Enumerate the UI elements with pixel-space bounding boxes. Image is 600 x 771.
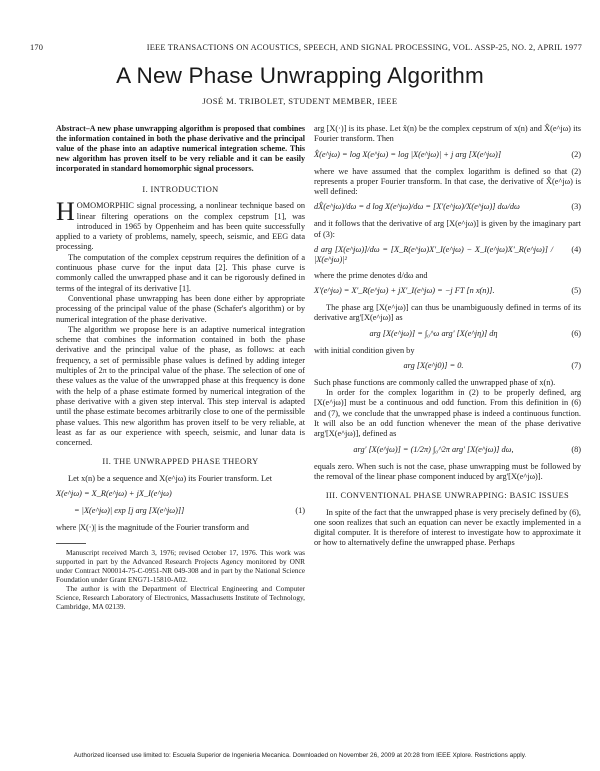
equation-number: (7)	[571, 360, 581, 370]
equation-4: d arg [X(e^jω)]/dω = [X_R(e^jω)X'_I(e^jω) − X_I(e^jω)X'_R(e^jω)] / |X(e^jω)|² (4)	[314, 245, 581, 265]
equation-1a: X(e^jω) = X_R(e^jω) + jX_I(e^jω)	[56, 489, 172, 499]
left-column	[56, 124, 305, 611]
equation-7: arg [X(e^j0)] = 0. (7)	[403, 360, 581, 370]
body-paragraph: equals zero. When such is not the case, phase unwrapping must be followed by the removal of the linear phase component induced by arg'[X(e^jω)].	[314, 461, 581, 481]
equation-number: (8)	[571, 444, 581, 454]
body-paragraph: with initial condition given by	[314, 345, 415, 355]
body-paragraph: where we have assumed that the complex logarithm is defined so that (2) represents a proper Fourier transform. In that case, the derivative of X̂(e^jω) is well defined:	[314, 166, 581, 197]
equation-3: dX̂(e^jω)/dω = d log X(e^jω)/dω = [X'(e^jω)/X(e^jω)] dω/dω (3)	[314, 202, 581, 212]
intro-paragraph-2: The computation of the complex cepstrum requires the definition of a continuous phase curve for the input data [2]. This phase curve is commonly called the unwrapped phase and it can be rigorously defined in terms of the integral of its derivative [1].	[56, 252, 305, 293]
abstract: Abstract–A new phase unwrapping algorithm is proposed that combines the information contained in both the phase derivative and the principal value of the phase into an adaptive numerical integration scheme. This new algorithm has proven itself to be very reliable and it can be easily incorporated in standard homomorphic signal processors.	[56, 124, 305, 173]
body-paragraph: In order for the complex logarithm in (2) to be properly defined, arg [X(e^jω)] must be a continuous and odd function. From this definition in (6) and (7), we conclude that the unwrapped phase is indeed a continuous function. It will also be an odd function whenever the mean of the phase derivative arg'[X(e^jω)], defined as	[314, 388, 581, 439]
intro-paragraph-4: The algorithm we propose here is an adaptive numerical integration scheme that combines the information contained in both the phase derivative and the principal value of the phase, as follows: at each frequency, a set of permissible phase values is defined by adding integer multiples of 2π to the principal value of the phase. The selection of one of these values as the value of the unwrapped phase at this frequency is done with the help of a phase estimate formed by numerical integration of the phase derivative with a given step interval. This step interval is adapted until the phase estimate becomes arbitrarily close to one of the permissible phase values. This new algorithm has proven itself to be very reliable, at least as far as our experience with speech, seismic, and lunar data is concerned.	[56, 324, 305, 448]
equation-number: (6)	[571, 328, 581, 338]
footnote	[56, 543, 305, 611]
section-heading-theory: II. THE UNWRAPPED PHASE THEORY	[102, 457, 259, 467]
theory-paragraph-2: where |X(·)| is the magnitude of the Fourier transform and	[56, 523, 249, 533]
body-paragraph: where the prime denotes d/dω and	[314, 270, 428, 280]
footnote-rule	[56, 543, 86, 544]
theory-paragraph-1: Let x(n) be a sequence and X(e^jω) its Fourier transform. Let	[68, 473, 273, 483]
equation-6: arg [X(e^jω)] = ∫₀^ω arg' [X(e^jη)] dη (6)	[369, 328, 581, 338]
equation-number: (5)	[571, 285, 581, 295]
section-heading-introduction: I. INTRODUCTION	[142, 185, 219, 194]
drop-cap: H	[56, 197, 75, 227]
section-heading-conventional: III. CONVENTIONAL PHASE UNWRAPPING: BASIC ISSUES	[325, 491, 570, 501]
equation-2: X̂(e^jω) = log X(e^jω) = log |X(e^jω)| + j arg [X(e^jω)] (2)	[314, 149, 581, 159]
equation-8: arg' [X(e^jω)] = (1/2π) ∫₀^2π arg' [X(e^jω)] dω, (8)	[353, 444, 581, 454]
page-number: 170	[30, 43, 44, 52]
journal-running-title: IEEE TRANSACTIONS ON ACOUSTICS, SPEECH, AND SIGNAL PROCESSING, VOL. ASSP-25, NO. 2, APRIL 1977	[146, 43, 582, 52]
body-paragraph: The phase arg [X(e^jω)] can thus be unambiguously defined in terms of its derivative arg'[X(e^jω)] as	[314, 302, 581, 323]
equation-1b: = |X(e^jω)| exp [j arg [X(e^jω)]] (1)	[74, 506, 305, 516]
body-paragraph: and it follows that the derivative of arg [X(e^jω)] is given by the imaginary part of (3):	[314, 219, 581, 239]
paper-title: A New Phase Unwrapping Algorithm	[116, 63, 484, 88]
equation-5: X'(e^jω) = X'_R(e^jω) + jX'_I(e^jω) = −j FT [n x(n)]. (5)	[314, 285, 581, 295]
body-paragraph: arg [X(·)] is its phase. Let x̂(n) be the complex cepstrum of x(n) and X̂(e^jω) its Fourier transform. Then	[314, 124, 581, 144]
intro-paragraph-3: Conventional phase unwrapping has been done either by appropriate processing of the principal value of the phase (Schafer's algorithm) or by numerical integration of the phase derivative.	[56, 293, 305, 324]
intro-paragraph-1: HOMOMORPHIC signal processing, a nonlinear technique based on linear filtering operations on the complex cepstrum [1], was introduced in 1965 by Oppenheim and has been quite successfully applied to a variety of problems, namely, speech, seismic, and EEG data processing.	[56, 197, 305, 252]
body-paragraph: In spite of the fact that the unwrapped phase is very precisely defined by (6), one soon realizes that such an equation can never be exactly implemented in a digital computer. It is therefore of interest to investigate how to approximate it or how to alternatively define the unwrapped phase. Perhaps	[314, 507, 581, 548]
author-line: JOSÉ M. TRIBOLET, STUDENT MEMBER, IEEE	[202, 96, 398, 106]
equation-number: (2)	[571, 149, 581, 159]
equation-number: (4)	[571, 245, 581, 255]
right-column	[314, 124, 581, 549]
license-footer: Authorized licensed use limited to: Escuela Superior de Ingenieria Mecanica. Downloaded on November 26, 2009 at 20:28 from IEEE Xplore. Restrictions apply.	[73, 752, 527, 759]
equation-number: (3)	[571, 202, 581, 212]
footnote-manuscript: Manuscript received March 3, 1976; revised October 17, 1976. This work was supported in part by the Advanced Research Projects Agency monitored by ONR under Contract N00014-75-C-0951-NR 049-308 and in part by the National Science Foundation under Grant ENG71-15810-A02.	[56, 548, 305, 585]
running-header	[30, 43, 582, 52]
footnote-affiliation: The author is with the Department of Electrical Engineering and Computer Science, Research Laboratory of Electronics, Massachusetts Institute of Technology, Cambridge, MA 02139.	[56, 584, 305, 612]
body-paragraph: Such phase functions are commonly called the unwrapped phase of x(n).	[314, 377, 556, 387]
equation-number: (1)	[295, 506, 305, 516]
